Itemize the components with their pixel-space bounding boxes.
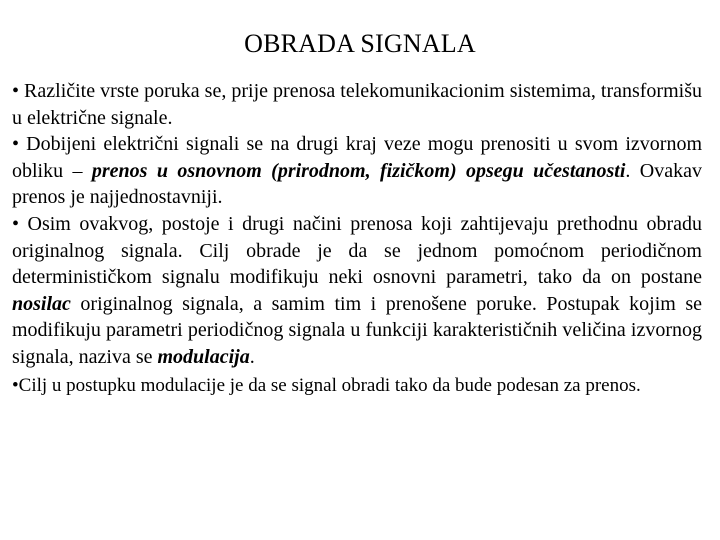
bullet-3-emphasis-modulacija: modulacija xyxy=(157,345,250,368)
bullet-2-text-end: . Ovakav prenos je najjednostavniji. xyxy=(12,159,702,209)
bullet-3-text-end: . xyxy=(249,345,255,368)
bullet-2-emphasis: prenos u osnovnom (prirodnom, fizičkom) opsegu učestanosti xyxy=(91,159,626,182)
bullet-3-text-middle: originalnog signala, a samim tim i prenošene poruke. Postupak kojim se modifikuju parametri periodičnog signala u funkciji karakterističnih veličina izvornog signala, naziva se xyxy=(12,292,702,368)
bullet-3 xyxy=(12,211,702,371)
slide-title: OBRADA SIGNALA xyxy=(244,29,476,58)
bullet-2-text-start: • Dobijeni električni signali se na drugi kraj veze mogu prenositi u svom izvornom obliku – xyxy=(12,133,702,182)
slide-body xyxy=(12,78,702,399)
bullet-3-text-start: • Osim ovakvog, postoje i drugi načini prenosa koji zahtijevaju prethodnu obradu originalnog signala. Cilj obrade je da se jednom pomoćnom periodičnom determinističkom signalu modifikuju neki osnovni parametri, tako da on postane xyxy=(12,212,702,289)
bullet-4: •Cilj u postupku modulacije je da se signal obradi tako da bude podesan za prenos. xyxy=(12,374,641,396)
bullet-3-emphasis-nosilac: nosilac xyxy=(12,292,71,315)
bullet-2 xyxy=(12,131,702,211)
bullet-1: • Različite vrste poruka se, prije prenosa telekomunikacionim sistemima, transformišu u električne signale. xyxy=(12,80,702,129)
